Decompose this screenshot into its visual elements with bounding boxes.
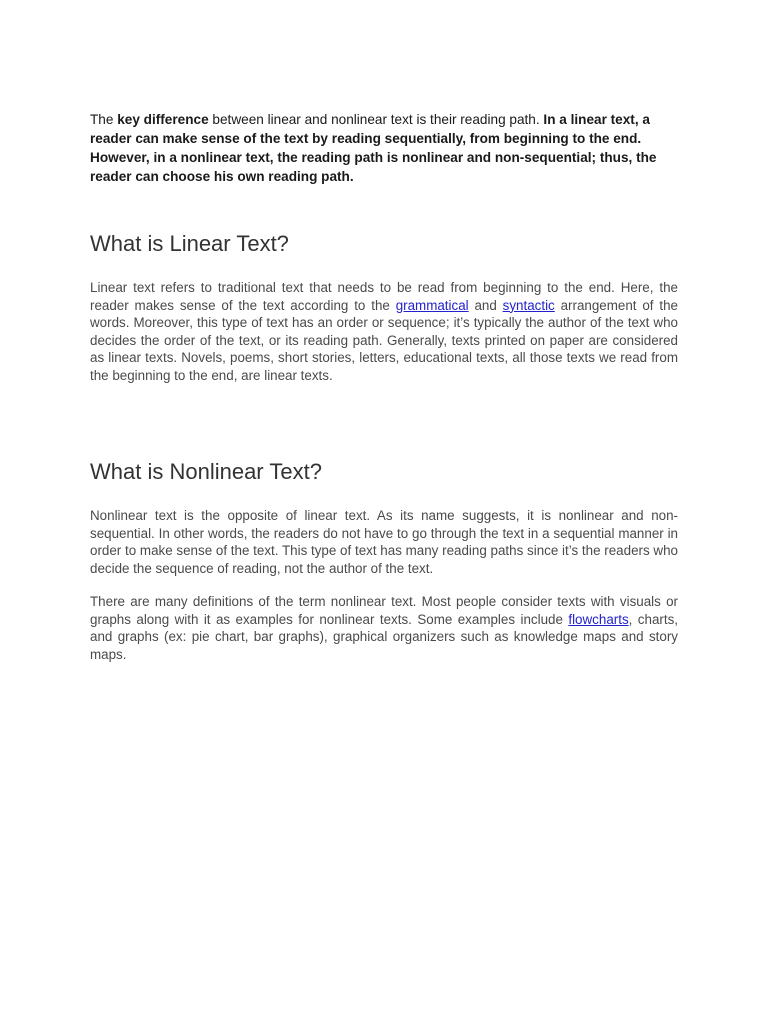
nonlinear-paragraph-2 xyxy=(90,593,678,663)
intro-bold-summary: In a linear text, a reader can make sense of the text by reading sequentially, from beginning to the end. However, in a nonlinear text, the reading path is nonlinear and non-sequential; thus, the reader can choose his own reading path. xyxy=(90,112,657,184)
link-syntactic[interactable]: syntactic xyxy=(502,297,555,313)
document-page xyxy=(90,110,678,663)
linear-text-2: and xyxy=(468,297,503,313)
intro-paragraph xyxy=(90,110,678,186)
link-flowcharts[interactable]: flowcharts xyxy=(568,611,629,627)
linear-text-paragraph xyxy=(90,279,678,384)
intro-bold-key-difference: key difference xyxy=(117,112,209,127)
nonlinear-paragraph-1: Nonlinear text is the opposite of linear text. As its name suggests, it is nonlinear and non-sequential. In other words, the readers do not have to go through the text in a sequential manner in order to make sense of the text. This type of text has many reading paths since it’s the readers who decide the sequence of reading, not the author of the text. xyxy=(90,508,678,576)
linear-text-1: Linear text refers to traditional text that needs to be read from beginning to the end. Here, the reader makes sense of the text according to the xyxy=(90,280,678,313)
heading-nonlinear-text: What is Nonlinear Text? xyxy=(90,459,322,484)
link-grammatical[interactable]: grammatical xyxy=(395,297,469,313)
heading-linear-text: What is Linear Text? xyxy=(90,231,289,256)
intro-text-1: The xyxy=(90,112,118,127)
nonlinear-p2-text-1: There are many definitions of the term nonlinear text. Most people consider texts with visuals or graphs along with it as examples for nonlinear texts. Some examples include xyxy=(90,594,678,627)
intro-text-2: between linear and nonlinear text is their reading path. xyxy=(208,112,544,127)
nonlinear-p2-text-2: , charts, and graphs (ex: pie chart, bar graphs), graphical organizers such as knowledge maps and story maps. xyxy=(90,611,678,662)
linear-text-3: arrangement of the words. Moreover, this type of text has an order or sequence; it’s typically the author of the text who decides the order of the text, or its reading path. Generally, texts printed on paper are considered as linear texts. Novels, poems, short stories, letters, educational texts, all those texts we read from the beginning to the end, are linear texts. xyxy=(90,297,678,383)
